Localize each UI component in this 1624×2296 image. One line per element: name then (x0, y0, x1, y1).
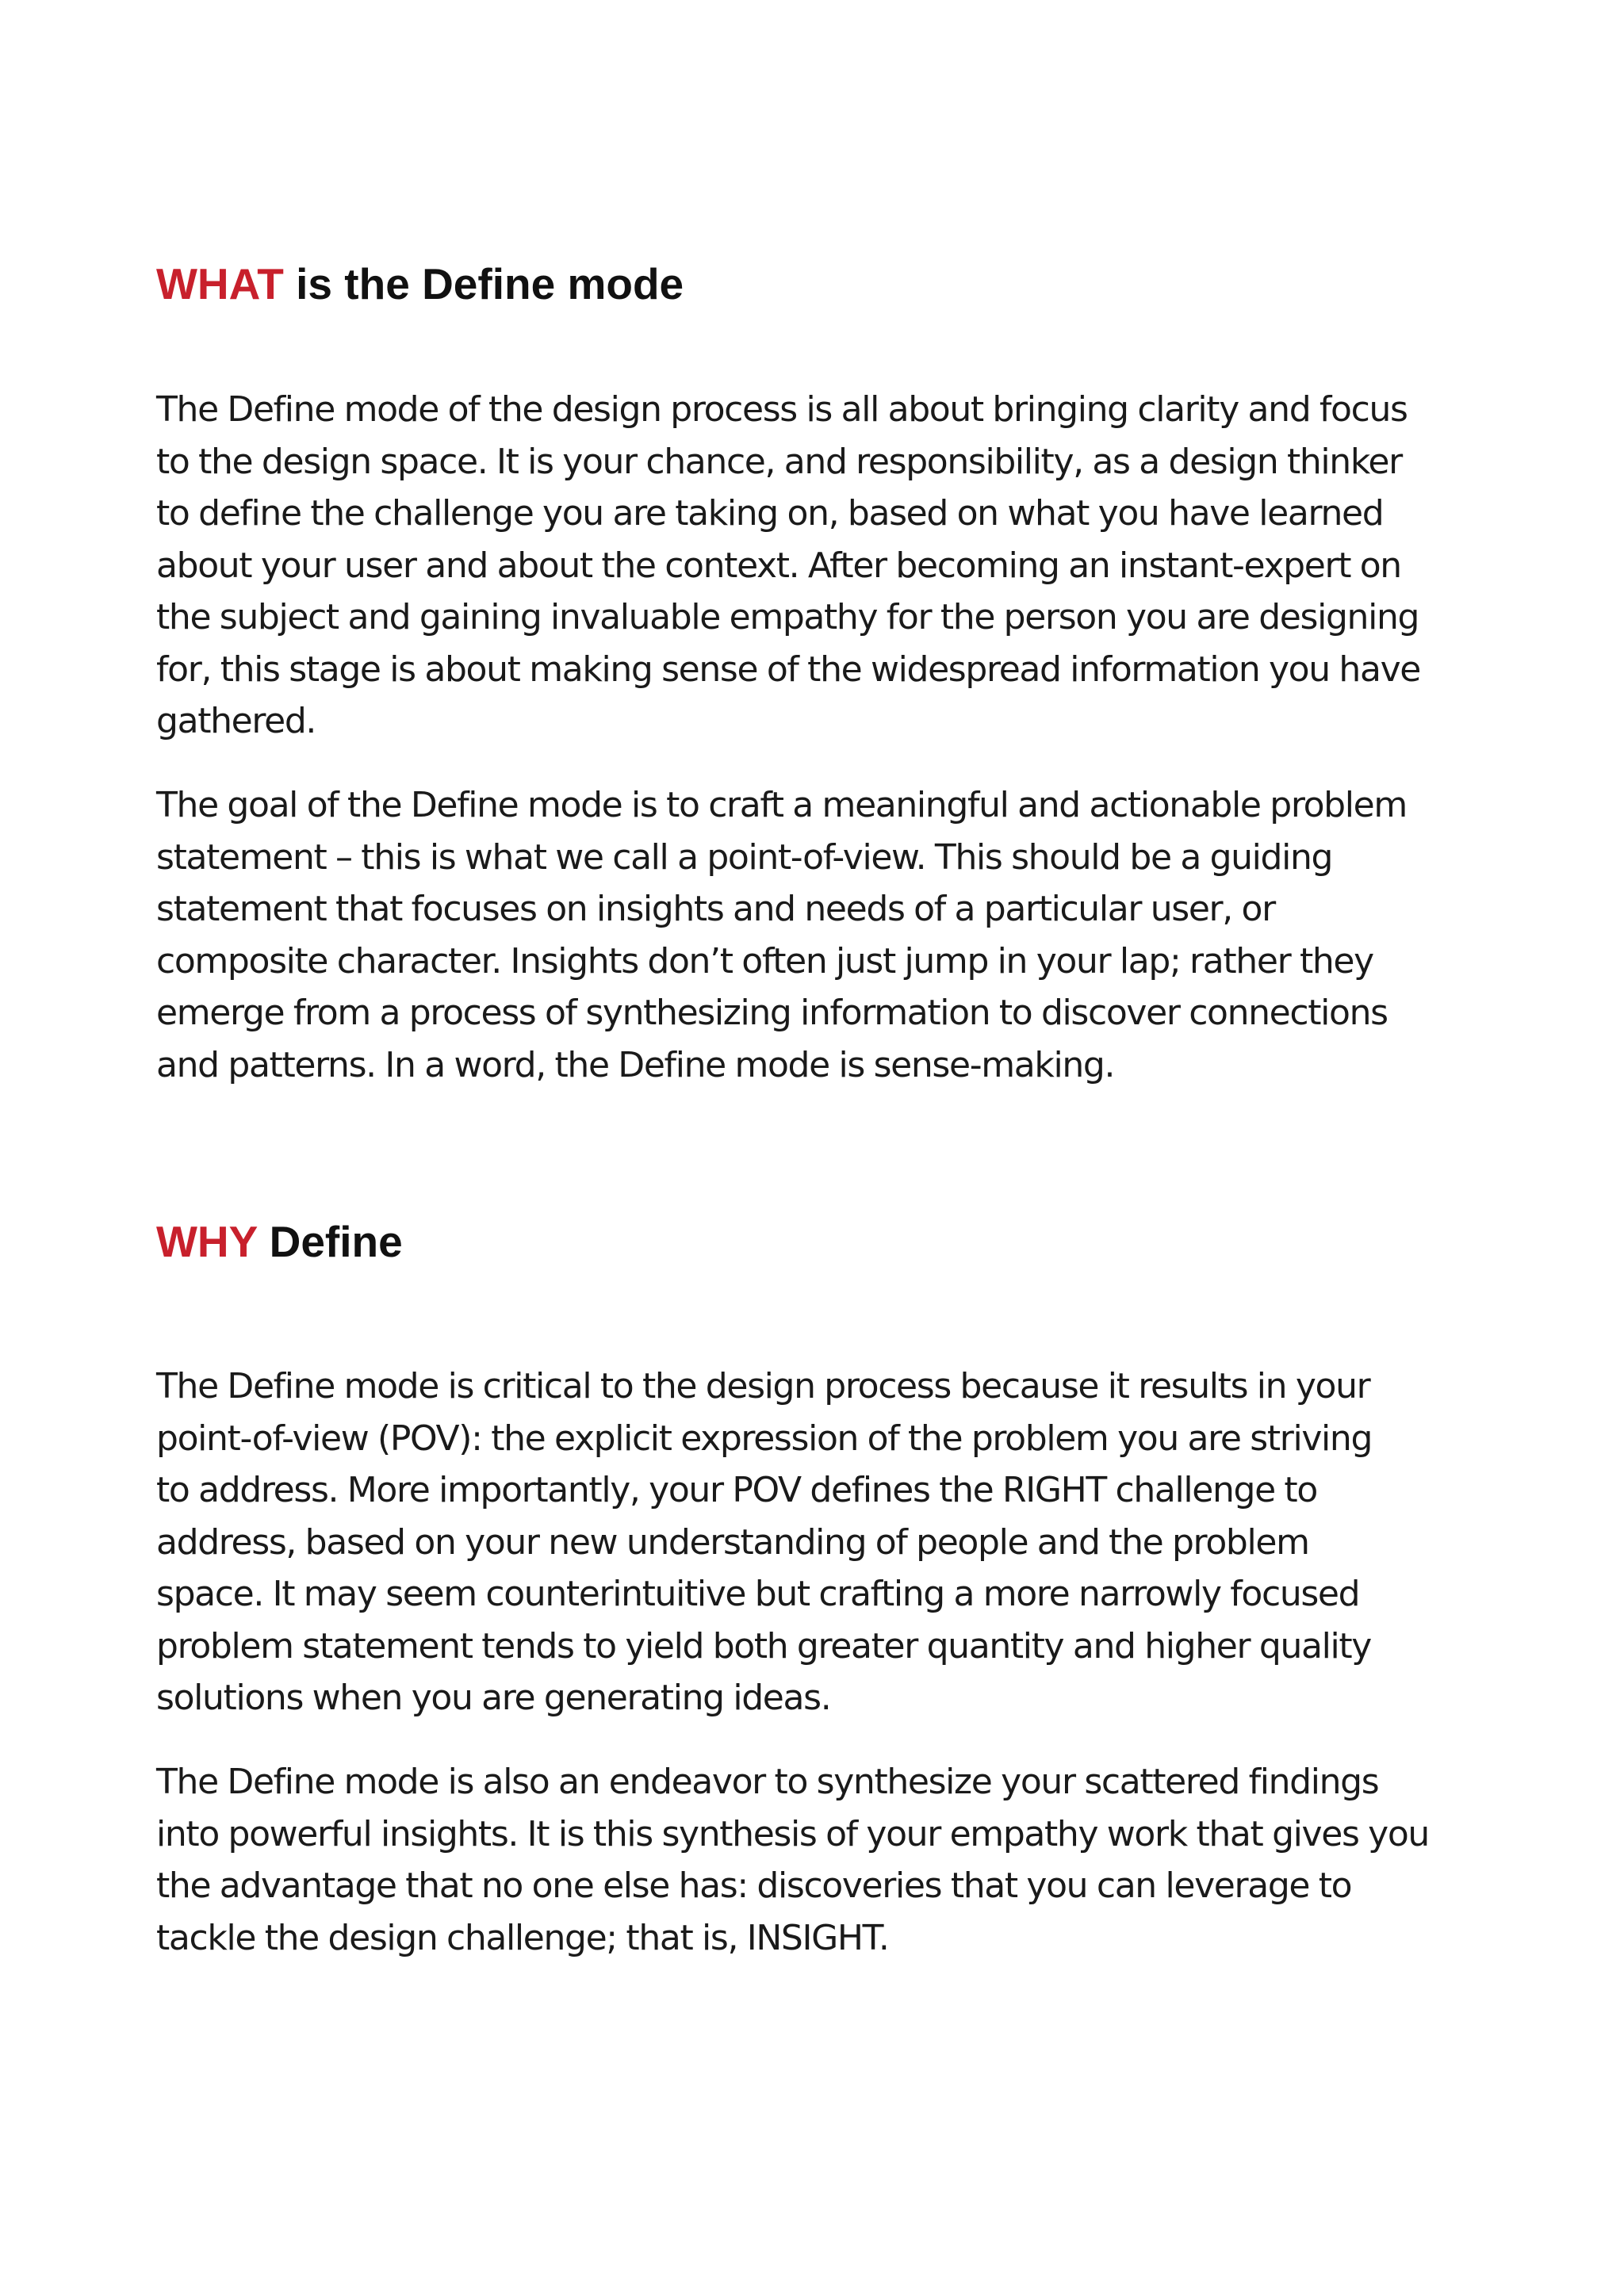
paragraph-what-1 (156, 384, 1473, 748)
paragraph-why-2 (156, 1756, 1473, 1964)
text-line: problem statement tends to yield both greater quantity and higher quality (156, 1625, 1371, 1667)
text-line: into powerful insights. It is this synthesis of your empathy work that gives you (156, 1813, 1429, 1854)
text-line: point-of-view (POV): the explicit expression of the problem you are striving (156, 1418, 1373, 1459)
text-line: the advantage that no one else has: discoveries that you can leverage to (156, 1866, 1352, 1906)
text-line: emerge from a process of synthesizing information to discover connections (156, 993, 1388, 1033)
text-line: statement – this is what we call a point-of-view. This should be a guiding (156, 836, 1333, 878)
heading-rest-why: Define (257, 1217, 403, 1266)
heading-rest-what: is the Define mode (283, 259, 684, 308)
text-line: statement that focuses on insights and needs of a particular user, or (156, 889, 1275, 929)
text-line: about your user and about the context. After becoming an instant-expert on (156, 545, 1401, 586)
text-line: the subject and gaining invaluable empathy for the person you are designing (156, 597, 1419, 637)
paragraph-what-2 (156, 779, 1473, 1091)
text-line: and patterns. In a word, the Define mode is sense-making. (156, 1044, 1115, 1085)
section-heading-what (156, 258, 684, 310)
text-line: The Define mode is critical to the design process because it results in your (156, 1366, 1370, 1406)
section-heading-why (156, 1215, 403, 1268)
text-line: The Define mode of the design process is all about bringing clarity and focus (156, 389, 1408, 430)
text-line: space. It may seem counterintuitive but crafting a more narrowly focused (156, 1574, 1360, 1614)
text-line: The Define mode is also an endeavor to synthesize your scattered findings (156, 1762, 1379, 1802)
text-line: to address. More importantly, your POV defines the RIGHT challenge to (156, 1470, 1317, 1510)
heading-accent-what: WHAT (156, 259, 284, 308)
text-line: The goal of the Define mode is to craft a meaningful and actionable problem (156, 785, 1407, 825)
text-line: gathered. (156, 701, 316, 741)
heading-accent-why: WHY (156, 1217, 258, 1266)
text-line: to the design space. It is your chance, and responsibility, as a design thinker (156, 441, 1402, 482)
text-line: composite character. Insights don’t often just jump in your lap; rather they (156, 940, 1373, 982)
text-line: address, based on your new understanding of people and the problem (156, 1521, 1309, 1563)
paragraph-why-1 (156, 1360, 1473, 1724)
text-line: to define the challenge you are taking on, based on what you have learned (156, 493, 1384, 534)
text-line: tackle the design challenge; that is, INSIGHT. (156, 1917, 889, 1958)
text-line: solutions when you are generating ideas. (156, 1678, 831, 1718)
text-line: for, this stage is about making sense of the widespread information you have (156, 649, 1420, 690)
